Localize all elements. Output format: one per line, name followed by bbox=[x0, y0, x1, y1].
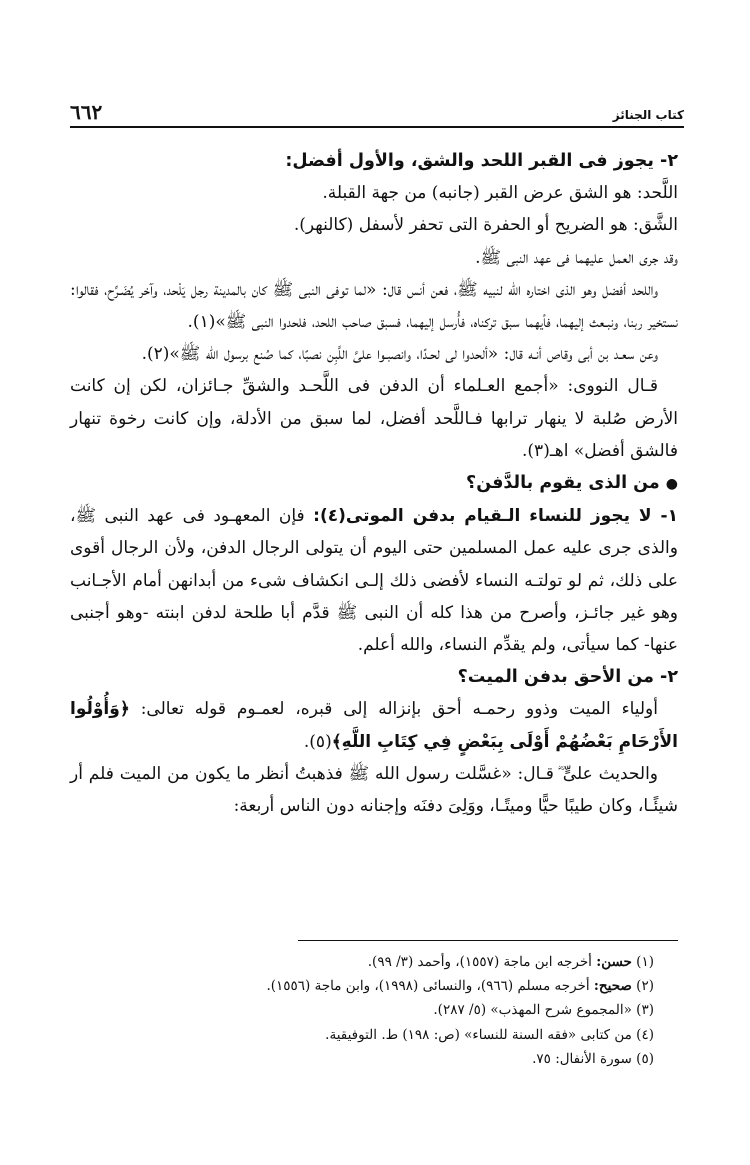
bullet-icon: ● bbox=[665, 476, 678, 493]
running-title: كتاب الجنائز bbox=[612, 108, 684, 122]
footnote-number: (٢) bbox=[636, 978, 654, 995]
who-buries-heading bbox=[70, 467, 678, 500]
footnote-item bbox=[70, 1023, 654, 1047]
ali-hadith-paragraph: والحديث علىٍّ ؓ قـال: «غسَّلت رسول الله ﷺ فذهبتُ أنظر ما يكون من الميت فلم أر شيئًـا، وكان طيبًا حيًّا وميتًـا، ووَلِىَ دفنَه وإجنانه دون الناس أربعة: bbox=[70, 763, 678, 817]
footnote-text: أخرجه ابن ماجة (١٥٥٧)، وأحمد (٣/ ٩٩). bbox=[367, 954, 597, 970]
footnote-number: (٤) bbox=[636, 1026, 654, 1043]
quran-verse: ﴿وَأُوْلُوا الأَرْحَامِ بَعْضُهُمْ أَوْلَى بِبَعْضٍ فِي كِتَابِ اللَّهِ﴾ bbox=[70, 699, 678, 752]
footnote-separator bbox=[298, 940, 678, 941]
page-header bbox=[70, 100, 684, 128]
relatives-paragraph bbox=[70, 693, 678, 757]
practice-statement: وقد جرى العمل عليهما فى عهد النبى ﷺ. bbox=[475, 247, 678, 268]
page-number: ٦٦٢ bbox=[70, 100, 103, 124]
footnote-number: (١) bbox=[636, 954, 654, 970]
women-burial-lead: ١- لا يجوز للنساء الـقيام بدفن الموتى(٤): bbox=[313, 506, 678, 527]
relatives-footnote-ref: (٥). bbox=[303, 731, 332, 752]
footnote-text: أخرجه مسلم (٩٦٦)، والنسائى (١٩٩٨)، وابن ماجة (١٥٥٦). bbox=[266, 978, 594, 995]
footnote-text: «المجموع شرح المهذب» (٥/ ٢٨٧). bbox=[433, 1002, 632, 1019]
footnote-item bbox=[70, 974, 654, 998]
footnote-grade: حسن: bbox=[596, 954, 632, 970]
most-entitled-heading: ٢- من الأحق بدفن الميت؟ bbox=[457, 667, 678, 688]
nawawi-quote-paragraph: قـال النووى: «أجمع العـلماء أن الدفن فى اللَّحـد والشقِّ جـائزان، لكن إن كانت الأرض صُلبة لا ينهار ترابها فـاللَّحد أفضل، لما سبق من الأدلة، وإن كانت رخوة تنهار فالشق أفضل» اهـ(٣). bbox=[70, 376, 678, 461]
shaqq-definition: الشَّق: هو الضريح أو الحفرة التى تحفر لأسفل (كالنهر). bbox=[293, 215, 678, 236]
footnote-item bbox=[70, 1047, 654, 1071]
who-buries-heading-text: من الذى يقوم بالدَّفن؟ bbox=[466, 473, 660, 494]
footnote-item bbox=[70, 950, 654, 974]
footnotes bbox=[70, 950, 654, 1071]
anas-hadith-paragraph: واللحد أفضل وهو الذى اختاره الله لنبيه ﷺ، فعن أنس قال: «لما توفى النبى ﷺ كان بالمدينة رجل يَلْحد، وآخر يُضَـرِّح، فقالوا: نستخير ربنا، ونبـعث إليهما، فأيهما سبق تركناه، فأُرسل إليهما، فسبق صاحب اللحد، فلحدوا النبى ﷺ»(١). bbox=[70, 279, 678, 333]
main-text bbox=[70, 145, 678, 822]
lahd-definition: اللَّحد: هو الشق عرض القبر (جانبه) من جهة القبلة. bbox=[322, 183, 678, 204]
footnote-number: (٣) bbox=[636, 1002, 654, 1019]
footnote-item bbox=[70, 998, 654, 1022]
saad-hadith-paragraph: وعن سعـد بن أبى وقاص أنـه قال: «ألحدوا لى لحـدًا، وانصبـوا علىَّ اللَّبِن نصبًا، كما صُنع برسول الله ﷺ»(٢). bbox=[141, 344, 658, 365]
footnote-number: (٥) bbox=[636, 1050, 654, 1067]
header-rule bbox=[70, 126, 684, 128]
relatives-text: أولياء الميت وذوو رحمـه أحق بإنزاله إلى قبره، لعمـوم قوله تعالى: bbox=[129, 699, 658, 720]
women-burial-paragraph bbox=[70, 500, 678, 661]
footnote-text: من كتابى «فقه السنة للنساء» (ص: ١٩٨) ط. التوفيقية. bbox=[325, 1026, 632, 1043]
footnote-text: سورة الأنفال: ٧٥. bbox=[532, 1050, 632, 1067]
section-heading-lahd-shaqq: ٢- يجوز فى القبر اللحد والشق، والأول أفضل: bbox=[285, 151, 678, 171]
footnote-grade: صحيح: bbox=[593, 978, 632, 995]
women-burial-text: فإن المعهـود فى عهد النبى ﷺ، والذى جرى عليه عمل المسلمين حتى اليوم أن يتولى الرجال الدفن، ولأن الرجال أقوى على ذلك، ثم لو تولتـه النساء لأفضى ذلك إلـى انكشاف شىء من أبدانهن أمام الأجـانب وهو غير جائـز، وأصرح من هذا كله أن النبى ﷺ قدَّم أبا طلحة لدفن ابنته -وهو أجنبى عنها- كما سيأتى، ولم يقدِّم النساء، والله أعلم. bbox=[70, 506, 678, 656]
